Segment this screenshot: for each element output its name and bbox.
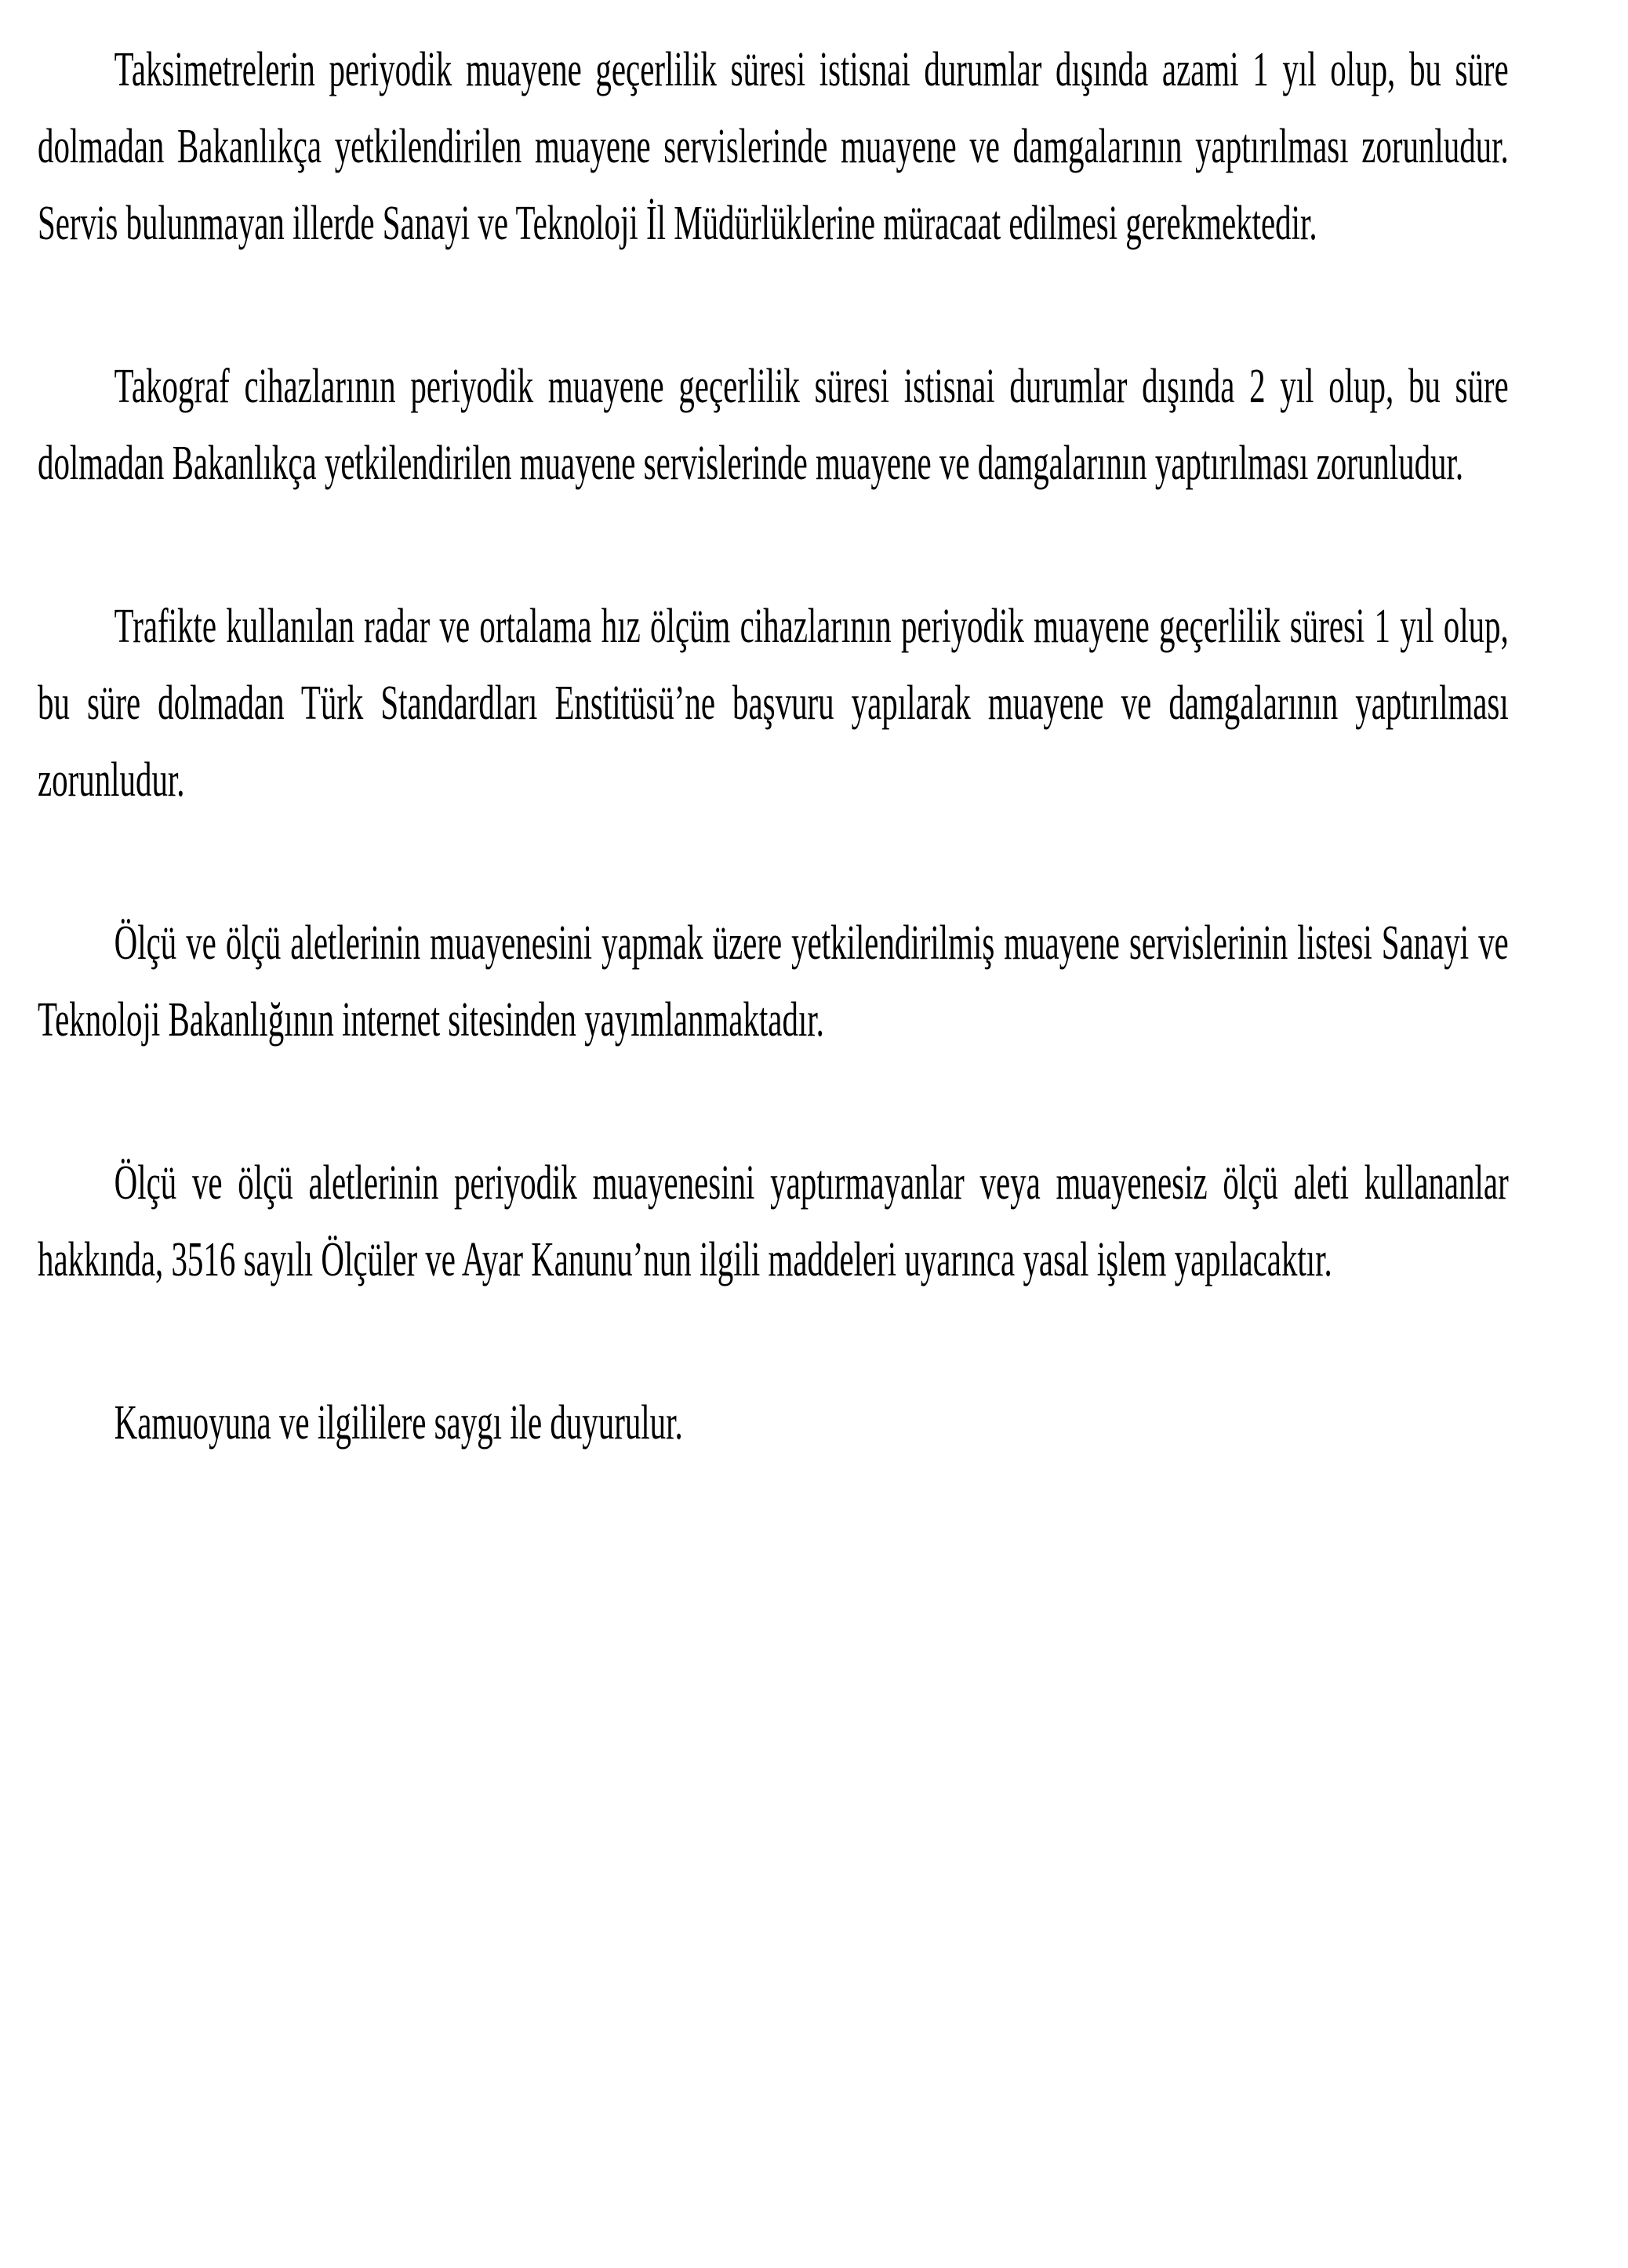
paragraph-radar: Trafikte kullanılan radar ve ortalama hız ölçüm cihazlarının periyodik muayene geçerlilik süresi 1 yıl olup, bu süre dolmadan Türk Standardları Enstitüsü’ne başvuru yapılarak muayene ve damgalarının yaptırılması zorunludur. (38, 600, 1509, 807)
document-body (38, 31, 1509, 1461)
paragraph-tachograph: Takograf cihazlarının periyodik muayene geçerlilik süresi istisnai durumlar dışında 2 yıl olup, bu süre dolmadan Bakanlıkça yetkilendirilen muayene servislerinde muayene ve damgalarının yaptırılması zorunludur. (38, 360, 1509, 490)
paragraph-taximeter: Taksimetrelerin periyodik muayene geçerlilik süresi istisnai durumlar dışında azami 1 yıl olup, bu süre dolmadan Bakanlıkça yetkilendirilen muayene servislerinde muayene ve damgalarının yaptırılması zorunludur. Servis bulunmayan illerde Sanayi ve Teknoloji İl Müdürlüklerine müracaat edilmesi gerekmektedir. (38, 43, 1509, 250)
paragraph-service-list: Ölçü ve ölçü aletlerinin muayenesini yapmak üzere yetkilendirilmiş muayene servislerinin listesi Sanayi ve Teknoloji Bakanlığının internet sitesinden yayımlanmaktadır. (38, 916, 1509, 1047)
paragraph-legal-action: Ölçü ve ölçü aletlerinin periyodik muayenesini yaptırmayanlar veya muayenesiz ölçü aleti kullananlar hakkında, 3516 sayılı Ölçüler ve Ayar Kanunu’nun ilgili maddeleri uyarınca yasal işlem yapılacaktır. (38, 1156, 1509, 1286)
paragraph-announcement: Kamuoyuna ve ilgililere saygı ile duyurulur. (114, 1396, 683, 1450)
